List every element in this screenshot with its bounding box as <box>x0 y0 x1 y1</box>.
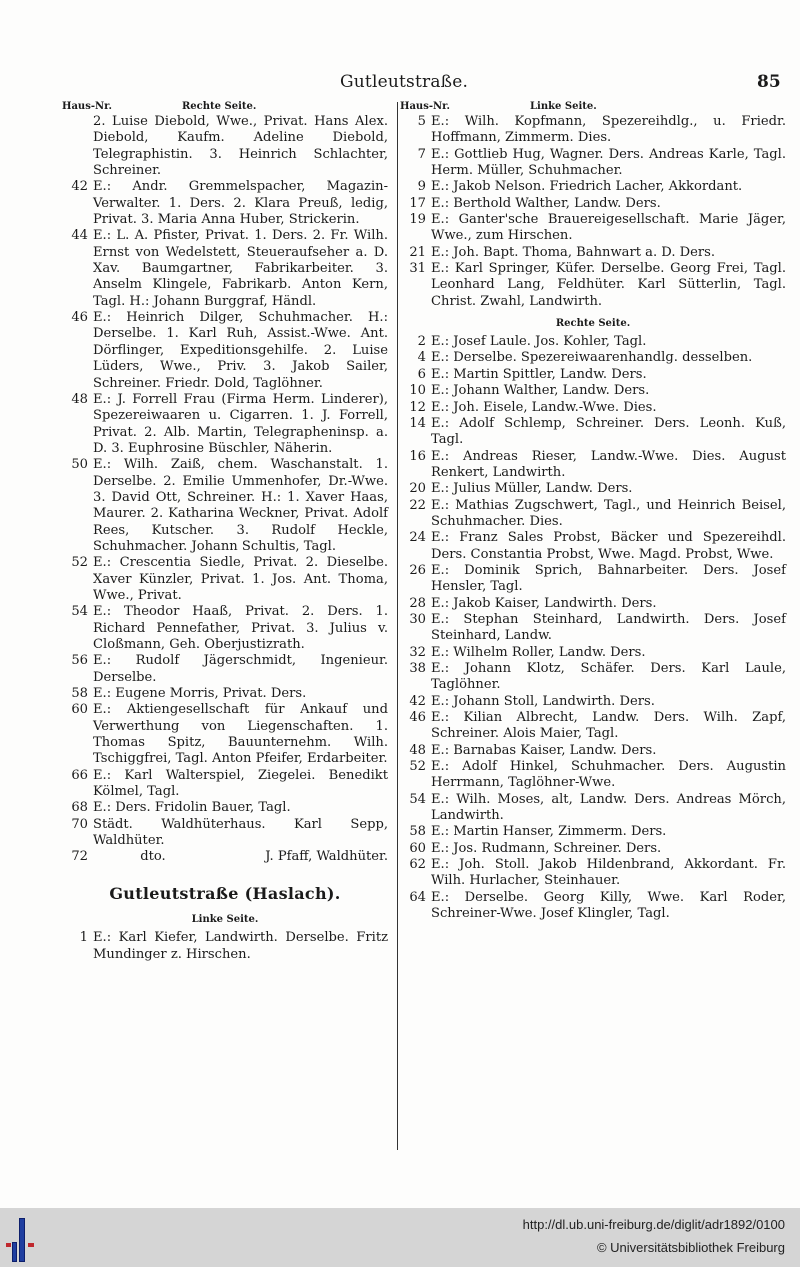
list-item <box>400 759 786 792</box>
house-number: 2 <box>417 334 426 350</box>
house-number: 54 <box>409 791 426 807</box>
entry-text: E.: Ders. Fridolin Bauer, Tagl. <box>93 800 291 816</box>
page-number: 85 <box>757 72 781 92</box>
list-item <box>400 245 786 261</box>
house-number: 50 <box>71 457 88 473</box>
list-item <box>62 930 388 963</box>
house-number: 56 <box>71 653 88 669</box>
entry-text: E.: Dominik Sprich, Bahnarbeiter. Ders. Josef Hensler, Tagl. <box>431 562 786 595</box>
entry-text: E.: Martin Hanser, Zimmerm. Ders. <box>431 824 667 840</box>
section-side-label: Linke Seite. <box>191 914 259 926</box>
house-number: 60 <box>71 702 88 718</box>
entry-text: E.: Mathias Zugschwert, Tagl., und Heinrich Beisel, Schuhmacher. Dies. <box>431 497 786 529</box>
list-item <box>62 310 388 392</box>
list-item <box>400 367 786 383</box>
entry-text: E.: Adolf Hinkel, Schuhmacher. Ders. Augustin Herrmann, Taglöhner-Wwe. <box>431 759 786 791</box>
house-number: 42 <box>409 693 426 709</box>
house-number <box>62 114 93 179</box>
house-number: 17 <box>409 195 426 211</box>
house-number: 54 <box>71 604 88 620</box>
list-item <box>400 824 786 840</box>
house-number: 24 <box>409 530 426 546</box>
column-header-side: Rechte Seite. <box>182 101 257 112</box>
right-column <box>400 100 786 923</box>
entry-text: E.: Derselbe. Spezereiwaarenhandlg. desselben. <box>431 350 753 366</box>
column-header-side: Linke Seite. <box>530 101 597 112</box>
list-item <box>400 147 786 180</box>
house-number: 30 <box>409 611 426 627</box>
entry-text: E.: Andreas Rieser, Landw.-Wwe. Dies. August Renkert, Landwirth. <box>431 448 786 480</box>
list-item <box>62 702 388 767</box>
source-url[interactable]: http://dl.ub.uni-freiburg.de/diglit/adr1892/0100 <box>522 1217 785 1232</box>
list-item <box>400 694 786 710</box>
list-item <box>62 800 388 816</box>
list-item <box>400 400 786 416</box>
list-item <box>400 416 786 449</box>
list-item <box>400 710 786 743</box>
list-item <box>400 498 786 531</box>
list-item <box>400 179 786 195</box>
entry-text: E.: Crescentia Siedle, Privat. 2. Dieselbe. Xaver Künzler, Privat. 1. Jos. Ant. Thoma, Wwe., Privat. <box>93 555 388 603</box>
entry-text: E.: Gottlieb Hug, Wagner. Ders. Andreas Karle, Tagl. Herm. Müller, Schuhmacher. <box>431 146 786 179</box>
house-number: 68 <box>71 800 88 816</box>
list-item <box>400 612 786 645</box>
entry-text: E.: Ganter'sche Brauereigesellschaft. Marie Jäger, Wwe., zum Hirschen. <box>431 212 786 244</box>
house-number: 60 <box>409 840 426 856</box>
list-item <box>400 841 786 857</box>
list-item <box>62 653 388 686</box>
house-number: 62 <box>409 857 426 873</box>
list-item <box>62 179 388 228</box>
column-header <box>62 100 388 114</box>
list-item <box>62 604 388 653</box>
entry-text: E.: Joh. Eisele, Landw.-Wwe. Dies. <box>431 399 657 415</box>
house-number: 58 <box>409 824 426 840</box>
house-number: 20 <box>409 481 426 497</box>
list-item <box>400 743 786 759</box>
entry-text: E.: Martin Spittler, Landw. Ders. <box>431 366 647 382</box>
entry-text: E.: Karl Kiefer, Landwirth. Derselbe. Fritz Mundinger z. Hirschen. <box>93 930 388 962</box>
house-number: 14 <box>409 415 426 431</box>
house-number: 19 <box>409 212 426 228</box>
list-item <box>400 890 786 923</box>
entry-text: E.: Karl Walterspiel, Ziegelei. Benedikt Kölmel, Tagl. <box>93 767 388 800</box>
entry-text: E.: Jakob Nelson. Friedrich Lacher, Akkordant. <box>431 179 743 195</box>
house-number: 48 <box>409 742 426 758</box>
entry-dto <box>62 849 388 865</box>
entry-text: E.: Stephan Steinhard, Landwirth. Ders. Josef Steinhard, Landw. <box>431 611 786 644</box>
house-number: 26 <box>409 562 426 578</box>
house-number: 5 <box>417 114 426 129</box>
entry-text: E.: Wilh. Kopfmann, Spezereihdlg., u. Friedr. Hoffmann, Zimmerm. Dies. <box>431 114 786 146</box>
list-item <box>400 530 786 563</box>
entry-text: E.: L. A. Pfister, Privat. 1. Ders. 2. Fr. Wilh. Ernst von Wedelstett, Steueraufseher a. D. Xav. Baumgartner, Fabrikarbeiter. 3. Anselm Klingele, Fabrikarb. Anton Kern, Tagl. H.: Johann Burggraf, Händl. <box>93 228 388 309</box>
list-item <box>62 768 388 801</box>
column-divider <box>397 102 398 1150</box>
list-item <box>62 114 388 179</box>
list-item <box>400 383 786 399</box>
house-number: 1 <box>79 930 88 946</box>
list-item <box>400 563 786 596</box>
sub-side-label: Rechte Seite. <box>555 318 631 330</box>
entry-list-2 <box>400 334 786 922</box>
house-number: 9 <box>417 179 426 195</box>
entry-text: E.: Jos. Rudmann, Schreiner. Ders. <box>431 840 662 856</box>
house-number: 42 <box>71 179 88 195</box>
copyright: © Universitätsbibliothek Freiburg <box>596 1240 785 1255</box>
list-item <box>62 392 388 457</box>
entry-text: E.: Barnabas Kaiser, Landw. Ders. <box>431 742 657 758</box>
entry-text: E.: Aktiengesellschaft für Ankauf und Verwerthung von Liegenschaften. 1. Thomas Spitz, Bauunternehm. Wilh. Tschiggfrei, Tagl. Anton Pfeifer, Erdarbeiter. <box>93 702 388 767</box>
list-item <box>62 228 388 310</box>
house-number: 66 <box>71 767 88 783</box>
house-number: 6 <box>417 366 426 382</box>
entry-text: E.: Wilh. Zaiß, chem. Waschanstalt. 1. Derselbe. 2. Emilie Ummenhofer, Dr.-Wwe. 3. David Ott, Schreiner. H.: 1. Xaver Haas, Maurer. 2. Katharina Weckner, Privat. Adolf Rees, Kutscher. 3. Rudolf Heckle, Schuhmacher. Johann Schultis, Tagl. <box>93 457 388 554</box>
entry-text: E.: Heinrich Dilger, Schuhmacher. H.: Derselbe. 1. Karl Ruh, Assist.-Wwe. Ant. Dörflinger, Expeditionsgehilfe. 2. Luise Lüders, Wwe., Priv. 3. Jakob Sailer, Schreiner. Friedr. Dold, Taglöhner. <box>93 310 388 391</box>
house-number: 21 <box>409 244 426 260</box>
house-number: 16 <box>409 448 426 464</box>
list-item <box>400 792 786 825</box>
list-item <box>62 817 388 850</box>
list-item <box>62 686 388 702</box>
house-number: 44 <box>71 228 88 244</box>
list-item <box>400 449 786 482</box>
entry-text: E.: Theodor Haaß, Privat. 2. Ders. 1. Richard Pennefather, Privat. 3. Julius v. Cloßmann, Geh. Oberjustizrath. <box>93 604 388 652</box>
entry-text: E.: Josef Laule. Jos. Kohler, Tagl. <box>431 334 647 350</box>
entry-list <box>400 114 786 310</box>
house-number: 46 <box>71 310 88 326</box>
entry-text: E.: Kilian Albrecht, Landw. Ders. Wilh. Zapf, Schreiner. Alois Maier, Tagl. <box>431 710 786 742</box>
list-item <box>400 857 786 890</box>
list-item <box>400 661 786 694</box>
house-number: 38 <box>409 661 426 676</box>
entry-text: Städt. Waldhüterhaus. Karl Sepp, Waldhüter. <box>93 816 388 849</box>
house-number: 7 <box>417 146 426 162</box>
list-item <box>400 334 786 350</box>
entry-text: E.: Joh. Bapt. Thoma, Bahnwart a. D. Ders. <box>431 244 716 260</box>
entry-text: E.: Berthold Walther, Landw. Ders. <box>431 195 661 211</box>
list-item <box>400 350 786 366</box>
house-number: 72 <box>71 849 88 865</box>
section-title: Gutleutstraße (Haslach). <box>109 883 341 903</box>
page-title: Gutleutstraße. <box>340 72 469 92</box>
entry-text: E.: Rudolf Jägerschmidt, Ingenieur. Derselbe. <box>93 653 388 685</box>
list-item <box>400 261 786 310</box>
entry-text: J. Pfaff, Waldhüter. <box>265 849 388 865</box>
list-item <box>400 212 786 245</box>
entry-text: E.: Johann Stoll, Landwirth. Ders. <box>431 693 655 709</box>
list-item <box>400 596 786 612</box>
list-item <box>62 555 388 604</box>
list-item <box>400 114 786 147</box>
entry-text: E.: Karl Springer, Küfer. Derselbe. Georg Frei, Tagl. Leonhard Lang, Feldhüter. Karl Sütterlin, Tagl. Christ. Zwahl, Landwirth. <box>431 261 786 309</box>
entry-text: E.: Wilhelm Roller, Landw. Ders. <box>431 644 646 660</box>
entry-text: E.: Johann Walther, Landw. Ders. <box>431 383 650 399</box>
entry-text: E.: Derselbe. Georg Killy, Wwe. Karl Roder, Schreiner-Wwe. Josef Klingler, Tagl. <box>431 889 786 922</box>
list-item <box>62 457 388 555</box>
column-header-house-nr: Haus-Nr. <box>400 101 450 112</box>
house-number: 70 <box>71 816 88 832</box>
entry-text: E.: Andr. Gremmelspacher, Magazin-Verwalter. 1. Ders. 2. Klara Preuß, ledig, Privat. 3. Maria Anna Huber, Strickerin. <box>93 179 388 228</box>
house-number: 4 <box>417 350 426 366</box>
entry-list <box>62 114 388 849</box>
house-number: 52 <box>409 759 426 775</box>
house-number: 10 <box>409 383 426 399</box>
entry-text: E.: Wilh. Moses, alt, Landw. Ders. Andreas Mörch, Landwirth. <box>431 791 786 824</box>
ditto-mark: dto. <box>140 849 166 865</box>
footer-bar <box>0 1208 800 1267</box>
entry-text: E.: Franz Sales Probst, Bäcker und Spezereihdl. Ders. Constantia Probst, Wwe. Magd. Probst, Wwe. <box>431 530 786 562</box>
running-head <box>0 72 800 98</box>
house-number: 28 <box>409 595 426 611</box>
house-number: 46 <box>409 710 426 726</box>
left-column <box>62 100 388 963</box>
house-number: 32 <box>409 644 426 660</box>
list-item <box>400 196 786 212</box>
entry-text: E.: Jakob Kaiser, Landwirth. Ders. <box>431 595 657 611</box>
column-header-house-nr: Haus-Nr. <box>62 101 112 112</box>
house-number: 58 <box>71 686 88 702</box>
entry-text: E.: Julius Müller, Landw. Ders. <box>431 481 633 497</box>
entry-text: E.: Joh. Stoll. Jakob Hildenbrand, Akkordant. Fr. Wilh. Hurlacher, Steinhauer. <box>431 857 786 889</box>
house-number: 64 <box>409 889 426 905</box>
entry-text: 2. Luise Diebold, Wwe., Privat. Hans Alex. Diebold, Kaufm. Adeline Diebold, Telegraphistin. 3. Heinrich Schlachter, Schreiner. <box>93 114 388 179</box>
list-item <box>400 481 786 497</box>
entry-text: E.: Johann Klotz, Schäfer. Ders. Karl Laule, Taglöhner. <box>431 661 786 693</box>
ub-freiburg-logo-icon <box>8 1218 34 1262</box>
house-number: 12 <box>409 399 426 415</box>
entry-text: E.: Adolf Schlemp, Schreiner. Ders. Leonh. Kuß, Tagl. <box>431 415 786 448</box>
list-item <box>400 645 786 661</box>
section-entry-list <box>62 930 388 963</box>
house-number: 31 <box>409 261 426 277</box>
house-number: 48 <box>71 391 88 407</box>
house-number: 52 <box>71 555 88 571</box>
entry-text: E.: Eugene Morris, Privat. Ders. <box>93 686 307 702</box>
column-header <box>400 100 786 114</box>
entry-text: E.: J. Forrell Frau (Firma Herm. Linderer), Spezereiwaaren u. Cigarren. 1. J. Forrell, Privat. 2. Alb. Martin, Telegrapheninsp. a. D. 3. Euphrosine Büschler, Näherin. <box>93 391 388 456</box>
house-number: 22 <box>409 497 426 513</box>
